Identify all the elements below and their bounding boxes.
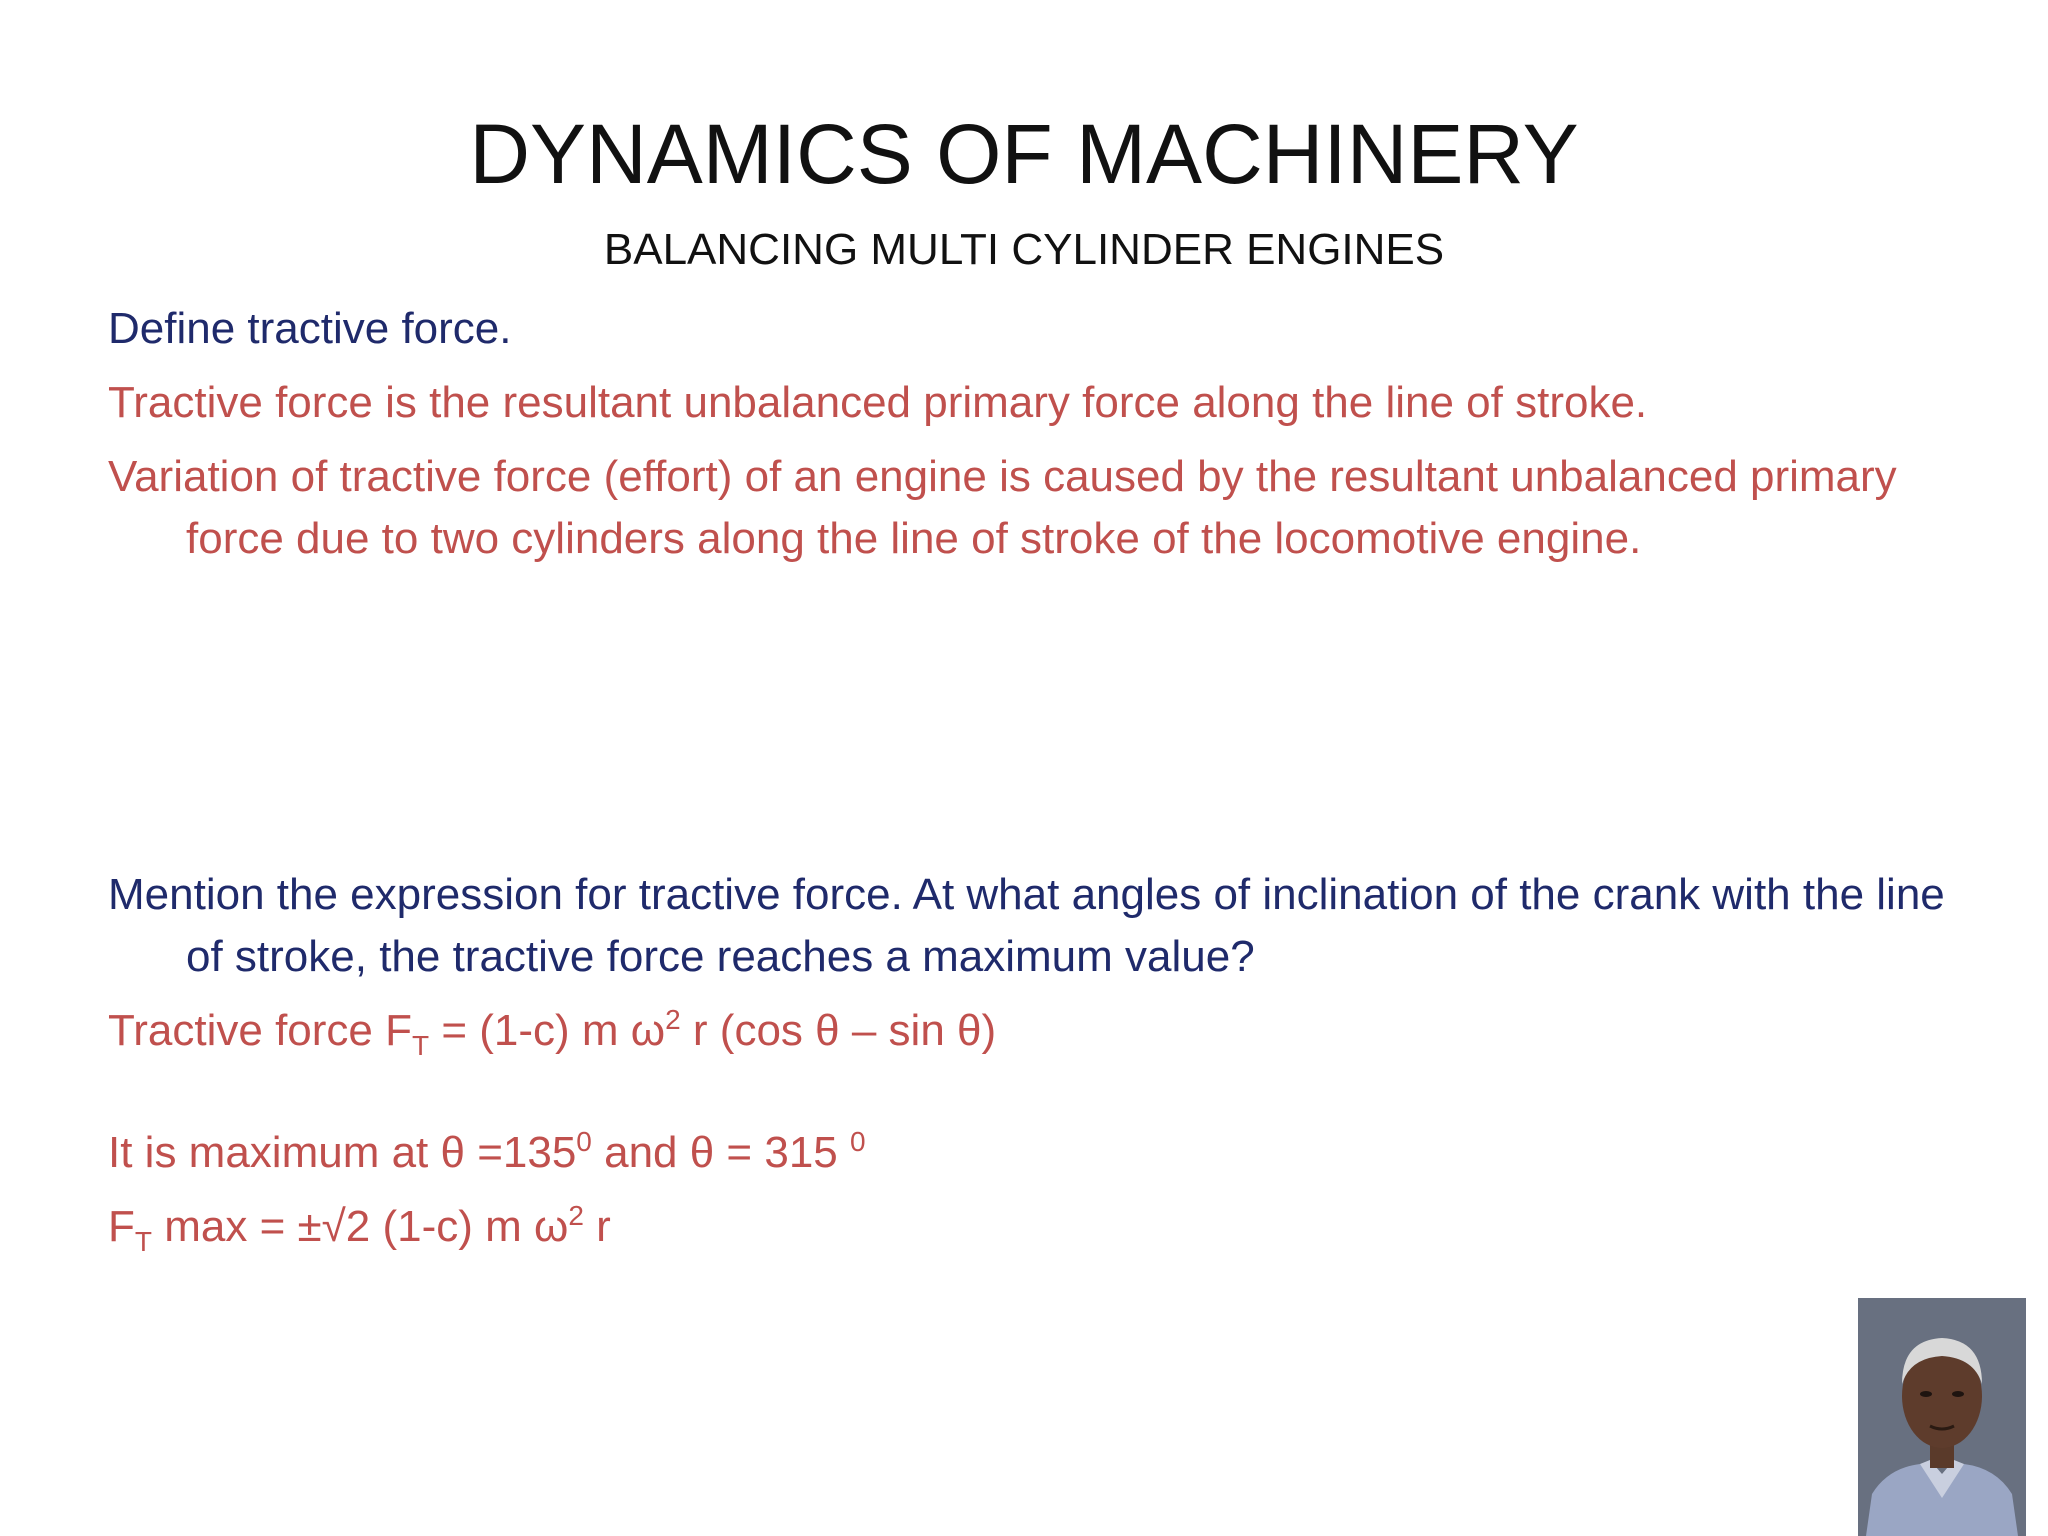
- formula-3-superscript: 2: [568, 1200, 584, 1231]
- presenter-video-thumbnail: [1858, 1298, 2026, 1536]
- formula-1-prefix: Tractive force F: [108, 1006, 412, 1055]
- formula-3-subscript: T: [134, 1226, 152, 1257]
- answer-2: Variation of tractive force (effort) of an engine is caused by the resultant unbalanced primary force due to two cylinders along the line of stroke of the locomotive engine.: [108, 452, 1897, 563]
- formula-1-superscript: 2: [665, 1004, 681, 1035]
- formula-max-force: [108, 1196, 1986, 1258]
- formula-1-subscript: T: [411, 1030, 430, 1061]
- formula-2-superscript-2: 0: [850, 1126, 866, 1157]
- formula-1-suffix: r (cos θ – sin θ): [680, 1006, 997, 1055]
- question-1: Define tractive force.: [108, 304, 512, 353]
- formula-maximum-angles: [108, 1122, 1986, 1184]
- formula-3-suffix: r: [583, 1202, 611, 1251]
- presenter-icon: [1858, 1298, 2026, 1536]
- formula-1-middle: = (1-c) m ω: [429, 1006, 666, 1055]
- answer-1: Tractive force is the resultant unbalanced primary force along the line of stroke.: [108, 378, 1648, 427]
- formula-2-prefix: It is maximum at θ =135: [108, 1128, 577, 1177]
- slide-title: DYNAMICS OF MACHINERY: [469, 107, 1579, 201]
- formula-tractive-force: [108, 1000, 1986, 1062]
- question-2: Mention the expression for tractive force. At what angles of inclination of the crank with the line of stroke, the tractive force reaches a maximum value?: [108, 870, 1945, 981]
- formula-2-superscript-1: 0: [576, 1126, 592, 1157]
- formula-3-middle: max = ±√2 (1-c) m ω: [152, 1202, 569, 1251]
- formula-3-prefix: F: [108, 1202, 135, 1251]
- formula-2-middle: and θ = 315: [591, 1128, 850, 1177]
- slide-subtitle: BALANCING MULTI CYLINDER ENGINES: [603, 225, 1445, 274]
